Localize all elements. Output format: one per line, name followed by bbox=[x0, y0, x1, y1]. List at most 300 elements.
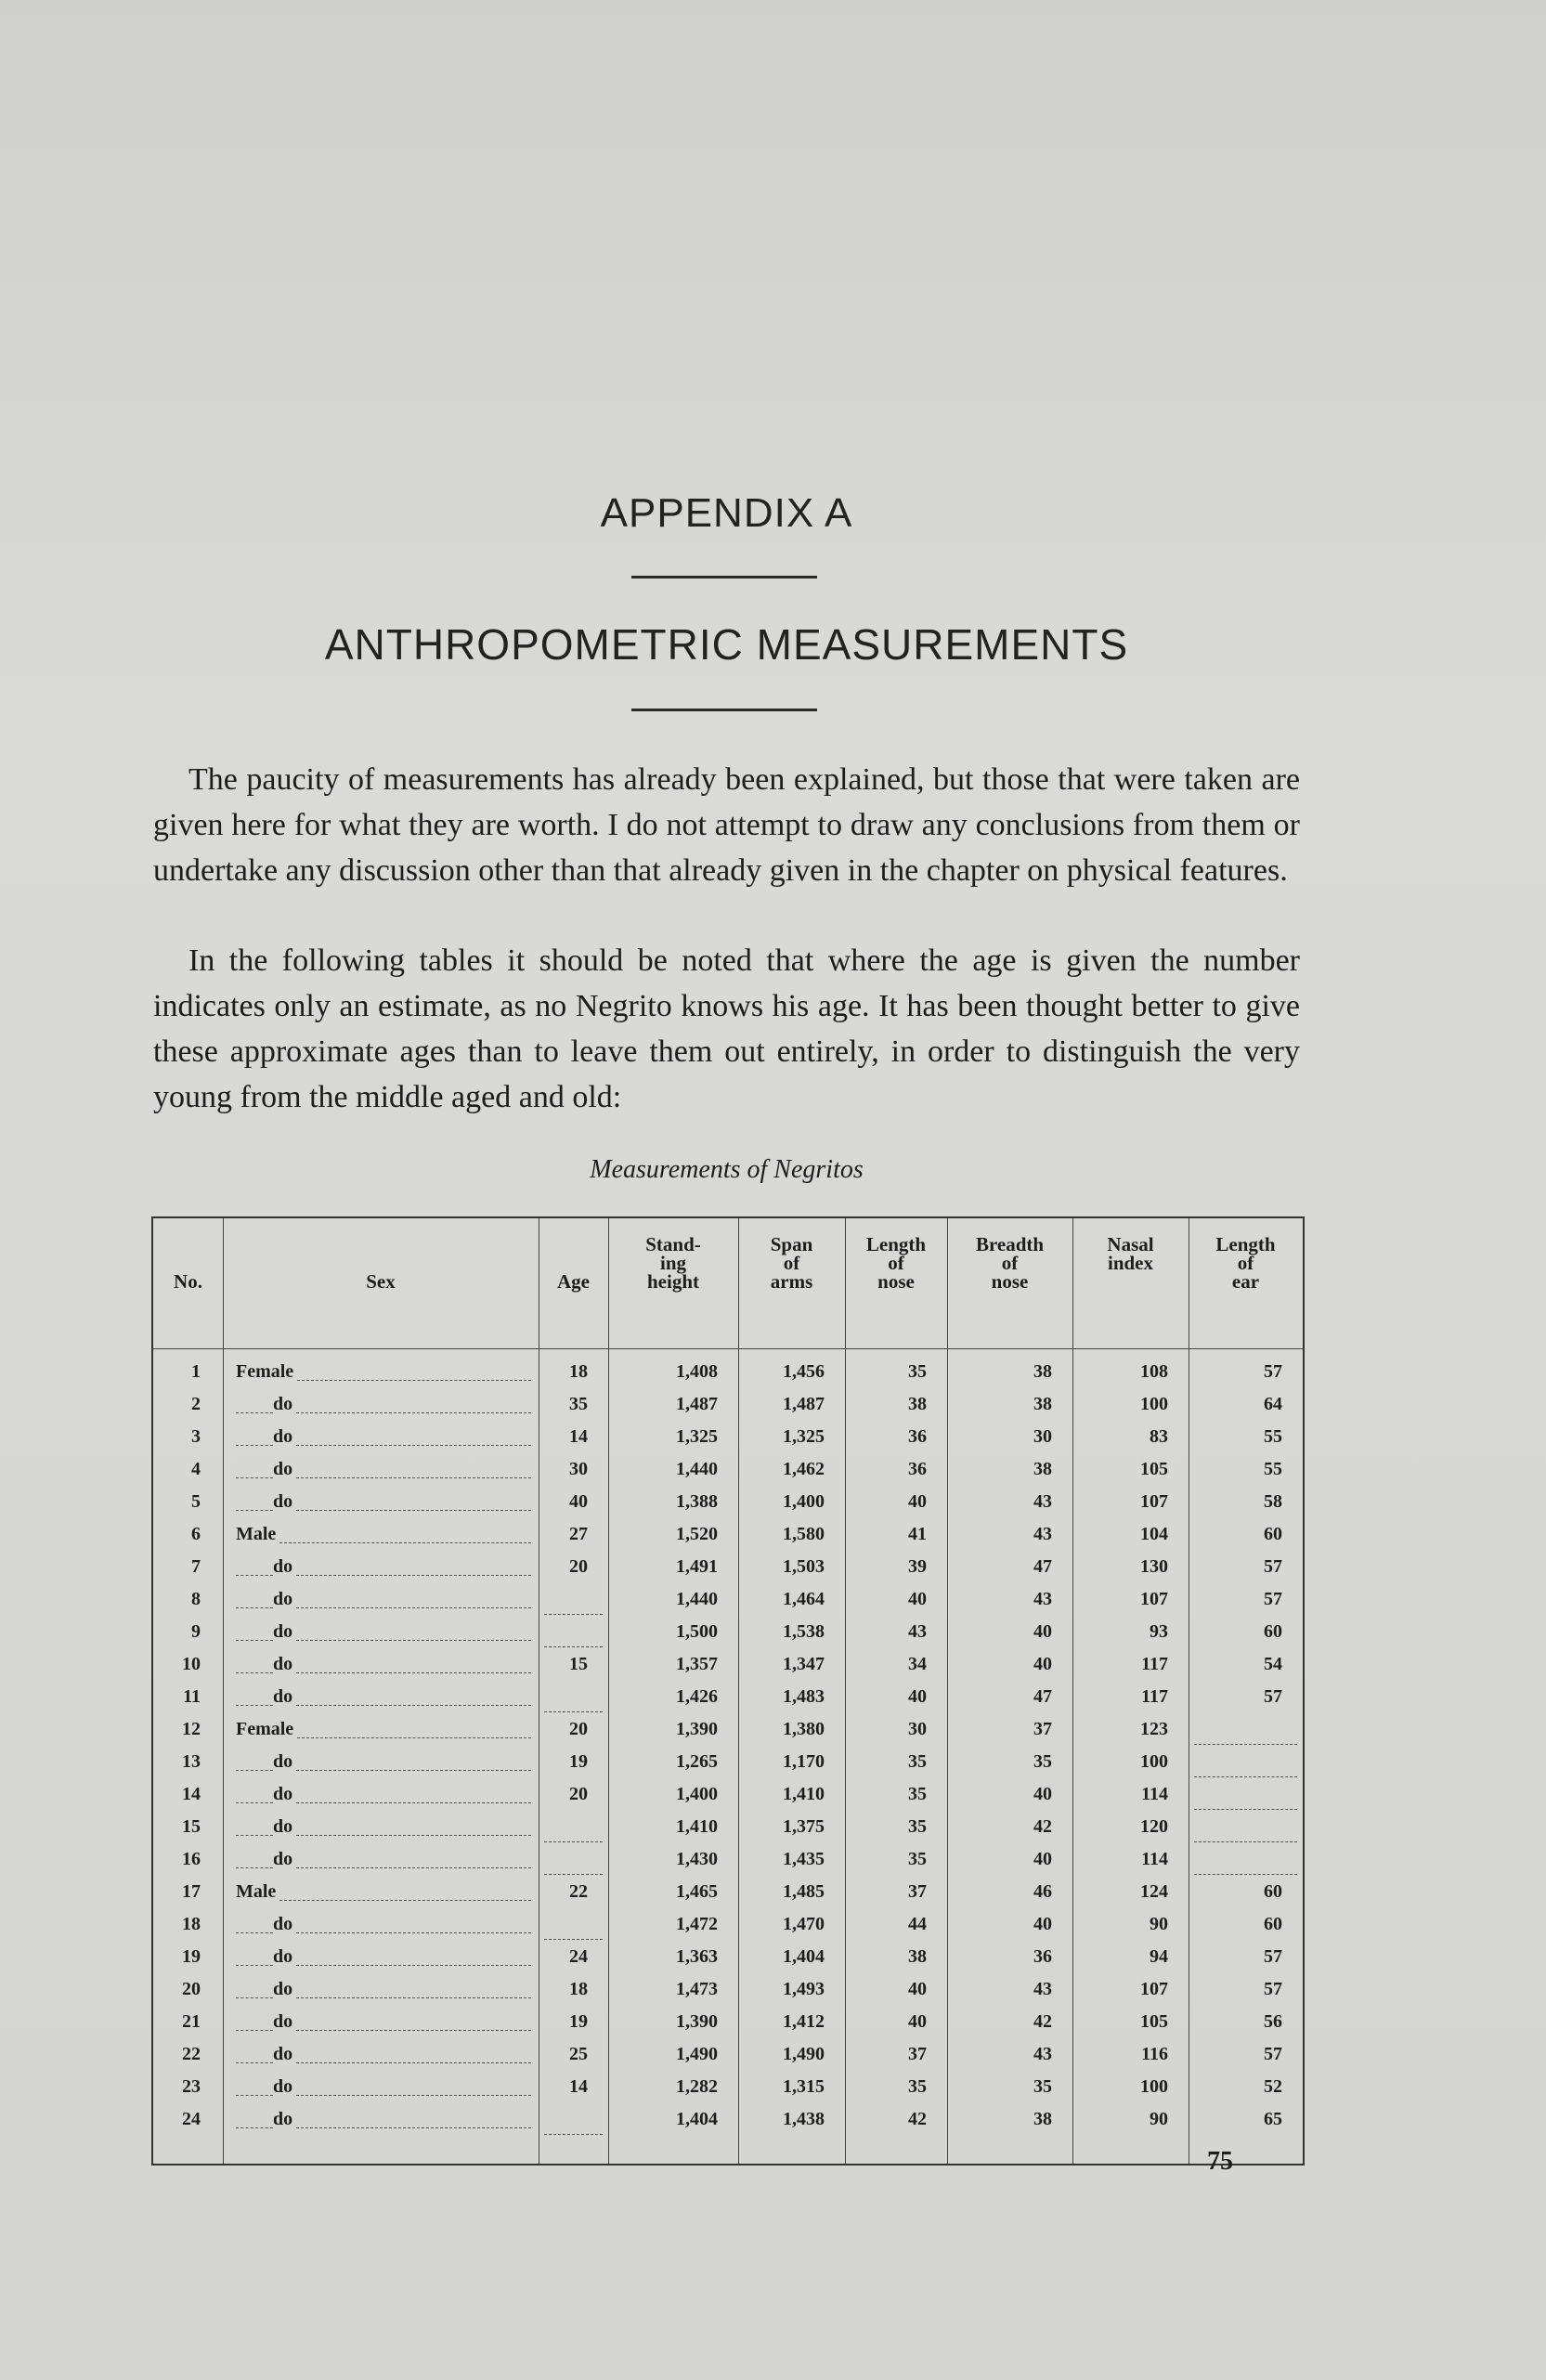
page-number: 75 bbox=[1207, 2147, 1233, 2176]
cell-length-of-ear: 60 bbox=[1264, 1524, 1282, 1544]
blank-leader bbox=[1194, 1857, 1297, 1875]
cell-standing-height: 1,430 bbox=[676, 1849, 718, 1869]
dotted-leader bbox=[296, 2013, 531, 2031]
cell-standing-height: 1,390 bbox=[676, 2011, 718, 2032]
blank-leader bbox=[544, 1695, 603, 1712]
sex-value: do bbox=[273, 2109, 293, 2129]
cell-no: 6 bbox=[191, 1524, 201, 1544]
sex-value: do bbox=[273, 1849, 293, 1869]
table-row bbox=[153, 1973, 1303, 2005]
cell-nasal-index: 117 bbox=[1141, 1654, 1168, 1674]
sex-value: do bbox=[273, 1621, 293, 1642]
cell-span-of-arms: 1,487 bbox=[783, 1394, 825, 1414]
cell-standing-height: 1,465 bbox=[676, 1881, 718, 1902]
sex-value: do bbox=[273, 1979, 293, 1999]
dotted-leader bbox=[236, 1851, 273, 1868]
cell-nasal-index: 107 bbox=[1140, 1491, 1168, 1512]
table-row bbox=[153, 1551, 1303, 1582]
header-length-of-ear: Length of ear bbox=[1215, 1233, 1276, 1293]
cell-no: 12 bbox=[182, 1719, 201, 1739]
cell-standing-height: 1,388 bbox=[676, 1491, 718, 1512]
cell-age: 27 bbox=[569, 1524, 588, 1544]
cell-no: 11 bbox=[183, 1686, 201, 1707]
cell-length-of-nose: 35 bbox=[908, 1784, 927, 1804]
cell-sex bbox=[236, 1518, 531, 1550]
cell-breadth-of-nose: 30 bbox=[1033, 1426, 1052, 1447]
blank-leader bbox=[1194, 1825, 1297, 1842]
dotted-leader bbox=[296, 1623, 531, 1641]
cell-breadth-of-nose: 40 bbox=[1033, 1849, 1052, 1869]
dotted-leader bbox=[236, 2111, 273, 2128]
cell-standing-height: 1,265 bbox=[676, 1751, 718, 1772]
cell-age: 18 bbox=[569, 1979, 588, 1999]
cell-standing-height: 1,404 bbox=[676, 2109, 718, 2129]
cell-length-of-nose: 39 bbox=[908, 1556, 927, 1577]
header-length-of-nose: Length of nose bbox=[865, 1233, 927, 1293]
cell-nasal-index: 124 bbox=[1140, 1881, 1168, 1902]
dotted-leader bbox=[236, 1688, 273, 1706]
table-row bbox=[153, 1453, 1303, 1485]
dotted-leader bbox=[236, 1461, 273, 1478]
header-age: Age bbox=[557, 1270, 590, 1293]
cell-length-of-nose: 38 bbox=[908, 1394, 927, 1414]
cell-breadth-of-nose: 38 bbox=[1033, 1361, 1052, 1382]
sex-value: do bbox=[273, 1686, 293, 1707]
dotted-leader bbox=[236, 2046, 273, 2063]
cell-standing-height: 1,440 bbox=[676, 1589, 718, 1609]
cell-breadth-of-nose: 43 bbox=[1033, 2044, 1052, 2064]
blank-leader bbox=[544, 1597, 603, 1615]
cell-standing-height: 1,357 bbox=[676, 1654, 718, 1674]
cell-length-of-nose: 37 bbox=[908, 1881, 927, 1902]
cell-sex bbox=[236, 1876, 531, 1907]
table-row bbox=[153, 1681, 1303, 1712]
dotted-leader bbox=[296, 1688, 531, 1706]
sex-value: do bbox=[273, 1654, 293, 1674]
cell-nasal-index: 105 bbox=[1140, 1459, 1168, 1479]
dotted-leader bbox=[236, 1428, 273, 1446]
cell-age: 35 bbox=[569, 1394, 588, 1414]
sex-value: do bbox=[273, 1556, 293, 1577]
header-span-of-arms: Span of arms bbox=[770, 1233, 813, 1293]
dotted-leader bbox=[236, 1818, 273, 1836]
cell-span-of-arms: 1,493 bbox=[783, 1979, 825, 1999]
dotted-leader bbox=[236, 1786, 273, 1803]
cell-age: 20 bbox=[569, 1556, 588, 1577]
dotted-leader bbox=[296, 1786, 531, 1803]
cell-age: 14 bbox=[569, 1426, 588, 1447]
cell-no: 23 bbox=[182, 2076, 201, 2097]
dotted-leader bbox=[296, 1851, 531, 1868]
cell-length-of-nose: 43 bbox=[908, 1621, 927, 1642]
cell-no: 2 bbox=[191, 1394, 201, 1414]
cell-age bbox=[544, 1908, 603, 1940]
sex-value: do bbox=[273, 1459, 293, 1479]
dotted-leader bbox=[296, 2046, 531, 2063]
cell-standing-height: 1,400 bbox=[676, 1784, 718, 1804]
cell-sex bbox=[236, 2006, 531, 2037]
cell-age: 20 bbox=[569, 1719, 588, 1739]
table-row bbox=[153, 1843, 1303, 1875]
cell-span-of-arms: 1,462 bbox=[783, 1459, 825, 1479]
cell-sex bbox=[236, 1583, 531, 1615]
cell-standing-height: 1,363 bbox=[676, 1946, 718, 1967]
sex-value: do bbox=[273, 1426, 293, 1447]
dotted-leader bbox=[296, 1981, 531, 1998]
cell-nasal-index: 93 bbox=[1150, 1621, 1168, 1642]
cell-length-of-nose: 40 bbox=[908, 1491, 927, 1512]
cell-length-of-nose: 35 bbox=[908, 1751, 927, 1772]
cell-no: 16 bbox=[182, 1849, 201, 1869]
cell-span-of-arms: 1,412 bbox=[783, 2011, 825, 2032]
dotted-leader bbox=[296, 1948, 531, 1966]
table-row bbox=[153, 1941, 1303, 1972]
cell-no: 24 bbox=[182, 2109, 201, 2129]
cell-length-of-ear: 60 bbox=[1264, 1914, 1282, 1934]
dotted-leader bbox=[236, 1396, 273, 1413]
header-breadth-of-nose: Breadth of nose bbox=[975, 1233, 1045, 1293]
cell-span-of-arms: 1,538 bbox=[783, 1621, 825, 1642]
dotted-leader bbox=[296, 1753, 531, 1771]
table-row bbox=[153, 2103, 1303, 2135]
cell-nasal-index: 100 bbox=[1140, 2076, 1168, 2097]
table-row bbox=[153, 1486, 1303, 1517]
cell-length-of-ear: 57 bbox=[1264, 1686, 1282, 1707]
cell-breadth-of-nose: 37 bbox=[1033, 1719, 1052, 1739]
sex-value: Male bbox=[236, 1881, 277, 1902]
cell-length-of-ear: 57 bbox=[1264, 1556, 1282, 1577]
cell-standing-height: 1,472 bbox=[676, 1914, 718, 1934]
cell-breadth-of-nose: 42 bbox=[1033, 1816, 1052, 1837]
cell-age: 24 bbox=[569, 1946, 588, 1967]
cell-breadth-of-nose: 47 bbox=[1033, 1686, 1052, 1707]
cell-span-of-arms: 1,410 bbox=[783, 1784, 825, 1804]
cell-span-of-arms: 1,400 bbox=[783, 1491, 825, 1512]
cell-length-of-nose: 42 bbox=[908, 2109, 927, 2129]
cell-breadth-of-nose: 36 bbox=[1033, 1946, 1052, 1967]
cell-breadth-of-nose: 46 bbox=[1033, 1881, 1052, 1902]
dotted-leader bbox=[296, 1493, 531, 1511]
cell-length-of-ear bbox=[1194, 1746, 1297, 1777]
sex-value: do bbox=[273, 1914, 293, 1934]
cell-span-of-arms: 1,503 bbox=[783, 1556, 825, 1577]
cell-age bbox=[544, 1616, 603, 1647]
table-row bbox=[153, 1908, 1303, 1940]
cell-span-of-arms: 1,438 bbox=[783, 2109, 825, 2129]
cell-breadth-of-nose: 38 bbox=[1033, 1394, 1052, 1414]
blank-leader bbox=[1194, 1792, 1297, 1810]
cell-span-of-arms: 1,483 bbox=[783, 1686, 825, 1707]
cell-length-of-nose: 35 bbox=[908, 1361, 927, 1382]
cell-standing-height: 1,487 bbox=[676, 1394, 718, 1414]
table-row bbox=[153, 1616, 1303, 1647]
table-row bbox=[153, 1648, 1303, 1680]
cell-length-of-ear: 65 bbox=[1264, 2109, 1282, 2129]
cell-no: 10 bbox=[182, 1654, 201, 1674]
cell-nasal-index: 120 bbox=[1140, 1816, 1168, 1837]
cell-age bbox=[544, 2103, 603, 2135]
blank-leader bbox=[544, 1630, 603, 1647]
cell-length-of-nose: 35 bbox=[908, 1849, 927, 1869]
table-row bbox=[153, 1713, 1303, 1745]
cell-sex bbox=[236, 1811, 531, 1842]
cell-age: 22 bbox=[569, 1881, 588, 1902]
cell-sex bbox=[236, 2038, 531, 2070]
sex-value: do bbox=[273, 2044, 293, 2064]
cell-span-of-arms: 1,580 bbox=[783, 1524, 825, 1544]
blank-leader bbox=[1194, 1727, 1297, 1745]
cell-span-of-arms: 1,456 bbox=[783, 1361, 825, 1382]
cell-no: 13 bbox=[182, 1751, 201, 1772]
cell-nasal-index: 114 bbox=[1141, 1784, 1168, 1804]
cell-standing-height: 1,282 bbox=[676, 2076, 718, 2097]
table-row bbox=[153, 1421, 1303, 1452]
dotted-leader bbox=[296, 1916, 531, 1933]
cell-length-of-nose: 41 bbox=[908, 1524, 927, 1544]
cell-breadth-of-nose: 42 bbox=[1033, 2011, 1052, 2032]
cell-standing-height: 1,491 bbox=[676, 1556, 718, 1577]
cell-breadth-of-nose: 43 bbox=[1033, 1524, 1052, 1544]
cell-length-of-nose: 40 bbox=[908, 2011, 927, 2032]
blank-leader bbox=[1194, 1760, 1297, 1777]
cell-sex bbox=[236, 1421, 531, 1452]
cell-nasal-index: 94 bbox=[1150, 1946, 1168, 1967]
cell-sex bbox=[236, 1908, 531, 1940]
cell-age bbox=[544, 1681, 603, 1712]
cell-age: 18 bbox=[569, 1361, 588, 1382]
sex-value: Female bbox=[236, 1719, 294, 1739]
dotted-leader bbox=[296, 1656, 531, 1673]
cell-nasal-index: 100 bbox=[1140, 1394, 1168, 1414]
cell-sex bbox=[236, 1778, 531, 1810]
dotted-leader bbox=[296, 1428, 531, 1446]
cell-span-of-arms: 1,470 bbox=[783, 1914, 825, 1934]
header-nasal-index: Nasal index bbox=[1107, 1233, 1154, 1274]
dotted-leader bbox=[296, 2078, 531, 2096]
intro-paragraph: The paucity of measurements has already been explained, but those that were taken are given here for what they are worth. I do not attempt to draw any conclusions from them or undertake any discussion other than that already given in the chapter on physical features. bbox=[153, 762, 1300, 888]
cell-span-of-arms: 1,347 bbox=[783, 1654, 825, 1674]
table-row bbox=[153, 1876, 1303, 1907]
cell-standing-height: 1,410 bbox=[676, 1816, 718, 1837]
cell-nasal-index: 107 bbox=[1140, 1979, 1168, 1999]
table-row bbox=[153, 1518, 1303, 1550]
cell-span-of-arms: 1,325 bbox=[783, 1426, 825, 1447]
sex-value: do bbox=[273, 2076, 293, 2097]
cell-length-of-ear: 60 bbox=[1264, 1621, 1282, 1642]
cell-span-of-arms: 1,375 bbox=[783, 1816, 825, 1837]
cell-breadth-of-nose: 40 bbox=[1033, 1914, 1052, 1934]
cell-length-of-ear: 54 bbox=[1264, 1654, 1282, 1674]
cell-age: 30 bbox=[569, 1459, 588, 1479]
dotted-leader bbox=[296, 1461, 531, 1478]
cell-sex bbox=[236, 1486, 531, 1517]
cell-sex bbox=[236, 1356, 531, 1387]
dotted-leader bbox=[236, 1753, 273, 1771]
cell-nasal-index: 100 bbox=[1140, 1751, 1168, 1772]
sex-value: do bbox=[273, 2011, 293, 2032]
cell-length-of-ear: 64 bbox=[1264, 1394, 1282, 1414]
dotted-leader bbox=[236, 1916, 273, 1933]
cell-nasal-index: 114 bbox=[1141, 1849, 1168, 1869]
cell-length-of-ear: 57 bbox=[1264, 1361, 1282, 1382]
cell-standing-height: 1,408 bbox=[676, 1361, 718, 1382]
cell-no: 22 bbox=[182, 2044, 201, 2064]
cell-span-of-arms: 1,315 bbox=[783, 2076, 825, 2097]
cell-length-of-nose: 35 bbox=[908, 2076, 927, 2097]
dotted-leader bbox=[236, 2078, 273, 2096]
dotted-leader bbox=[236, 1558, 273, 1576]
cell-no: 3 bbox=[191, 1426, 201, 1447]
table-row bbox=[153, 1746, 1303, 1777]
dotted-leader bbox=[236, 1948, 273, 1966]
table-row bbox=[153, 1356, 1303, 1387]
table-row bbox=[153, 1778, 1303, 1810]
cell-breadth-of-nose: 40 bbox=[1033, 1784, 1052, 1804]
cell-sex bbox=[236, 1941, 531, 1972]
dotted-leader bbox=[296, 1558, 531, 1576]
cell-standing-height: 1,490 bbox=[676, 2044, 718, 2064]
table-row bbox=[153, 2071, 1303, 2102]
cell-nasal-index: 108 bbox=[1140, 1361, 1168, 1382]
cell-standing-height: 1,426 bbox=[676, 1686, 718, 1707]
dotted-leader bbox=[236, 1591, 273, 1608]
sex-value: do bbox=[273, 1946, 293, 1967]
cell-age: 14 bbox=[569, 2076, 588, 2097]
blank-leader bbox=[544, 1922, 603, 1940]
cell-sex bbox=[236, 1746, 531, 1777]
cell-no: 1 bbox=[191, 1361, 201, 1382]
cell-nasal-index: 117 bbox=[1141, 1686, 1168, 1707]
cell-length-of-nose: 44 bbox=[908, 1914, 927, 1934]
cell-nasal-index: 90 bbox=[1150, 2109, 1168, 2129]
cell-breadth-of-nose: 38 bbox=[1033, 1459, 1052, 1479]
cell-sex bbox=[236, 1388, 531, 1420]
dotted-leader bbox=[279, 1883, 531, 1901]
table-row bbox=[153, 2038, 1303, 2070]
sex-value: do bbox=[273, 1589, 293, 1609]
blank-leader bbox=[544, 2117, 603, 2135]
cell-span-of-arms: 1,380 bbox=[783, 1719, 825, 1739]
dotted-leader bbox=[279, 1526, 531, 1543]
dotted-leader bbox=[297, 1363, 531, 1381]
cell-age bbox=[544, 1811, 603, 1842]
cell-breadth-of-nose: 47 bbox=[1033, 1556, 1052, 1577]
cell-length-of-ear: 56 bbox=[1264, 2011, 1282, 2032]
cell-sex bbox=[236, 1648, 531, 1680]
cell-standing-height: 1,473 bbox=[676, 1979, 718, 1999]
cell-no: 18 bbox=[182, 1914, 201, 1934]
cell-length-of-ear: 57 bbox=[1264, 1979, 1282, 1999]
note-paragraph: In the following tables it should be noted that where the age is given the number indicates only an estimate, as no Negrito knows his age. It has been thought better to give these approximate ages than to leave them out entirely, in order to distinguish the very young from the middle aged and old: bbox=[153, 943, 1300, 1114]
cell-length-of-nose: 30 bbox=[908, 1719, 927, 1739]
cell-length-of-ear bbox=[1194, 1778, 1297, 1810]
cell-nasal-index: 130 bbox=[1140, 1556, 1168, 1577]
cell-breadth-of-nose: 35 bbox=[1033, 1751, 1052, 1772]
cell-length-of-nose: 38 bbox=[908, 1946, 927, 1967]
dotted-leader bbox=[236, 1656, 273, 1673]
dotted-leader bbox=[296, 1818, 531, 1836]
header-standing-height: Stand- ing height bbox=[645, 1233, 701, 1293]
cell-breadth-of-nose: 35 bbox=[1033, 2076, 1052, 2097]
blank-leader bbox=[544, 1825, 603, 1842]
cell-sex bbox=[236, 1681, 531, 1712]
cell-no: 7 bbox=[191, 1556, 201, 1577]
sex-value: do bbox=[273, 1751, 293, 1772]
page-title: ANTHROPOMETRIC MEASUREMENTS bbox=[324, 620, 1129, 669]
cell-standing-height: 1,520 bbox=[676, 1524, 718, 1544]
cell-length-of-nose: 36 bbox=[908, 1426, 927, 1447]
cell-length-of-ear: 55 bbox=[1264, 1459, 1282, 1479]
cell-nasal-index: 104 bbox=[1140, 1524, 1168, 1544]
cell-length-of-ear: 57 bbox=[1264, 1589, 1282, 1609]
header-sex: Sex bbox=[366, 1270, 396, 1293]
cell-length-of-nose: 40 bbox=[908, 1686, 927, 1707]
cell-length-of-ear: 60 bbox=[1264, 1881, 1282, 1902]
cell-sex bbox=[236, 1713, 531, 1745]
cell-length-of-nose: 36 bbox=[908, 1459, 927, 1479]
cell-length-of-nose: 40 bbox=[908, 1979, 927, 1999]
cell-age bbox=[544, 1843, 603, 1875]
sex-value: do bbox=[273, 1816, 293, 1837]
cell-sex bbox=[236, 1551, 531, 1582]
dotted-leader bbox=[236, 1981, 273, 1998]
cell-no: 15 bbox=[182, 1816, 201, 1837]
cell-standing-height: 1,440 bbox=[676, 1459, 718, 1479]
cell-age: 15 bbox=[569, 1654, 588, 1674]
cell-no: 9 bbox=[191, 1621, 201, 1642]
table-row bbox=[153, 1811, 1303, 1842]
sex-value: do bbox=[273, 1491, 293, 1512]
cell-no: 20 bbox=[182, 1979, 201, 1999]
cell-length-of-ear bbox=[1194, 1713, 1297, 1745]
cell-age bbox=[544, 1583, 603, 1615]
blank-leader bbox=[544, 1857, 603, 1875]
dotted-leader bbox=[236, 2013, 273, 2031]
cell-breadth-of-nose: 43 bbox=[1033, 1979, 1052, 1999]
cell-breadth-of-nose: 40 bbox=[1033, 1654, 1052, 1674]
cell-length-of-ear: 55 bbox=[1264, 1426, 1282, 1447]
cell-nasal-index: 105 bbox=[1140, 2011, 1168, 2032]
cell-length-of-ear: 52 bbox=[1264, 2076, 1282, 2097]
cell-standing-height: 1,390 bbox=[676, 1719, 718, 1739]
table-caption: Measurements of Negritos bbox=[590, 1155, 864, 1184]
cell-age: 19 bbox=[569, 1751, 588, 1772]
table-row bbox=[153, 1583, 1303, 1615]
cell-span-of-arms: 1,435 bbox=[783, 1849, 825, 1869]
dotted-leader bbox=[296, 1591, 531, 1608]
cell-span-of-arms: 1,464 bbox=[783, 1589, 825, 1609]
dotted-leader bbox=[296, 1396, 531, 1413]
cell-length-of-ear: 58 bbox=[1264, 1491, 1282, 1512]
cell-sex bbox=[236, 1616, 531, 1647]
cell-sex bbox=[236, 1973, 531, 2005]
cell-age: 25 bbox=[569, 2044, 588, 2064]
dotted-leader bbox=[296, 2111, 531, 2128]
cell-breadth-of-nose: 40 bbox=[1033, 1621, 1052, 1642]
cell-age: 40 bbox=[569, 1491, 588, 1512]
cell-breadth-of-nose: 43 bbox=[1033, 1589, 1052, 1609]
header-no: No. bbox=[174, 1270, 202, 1293]
cell-sex bbox=[236, 1843, 531, 1875]
cell-span-of-arms: 1,404 bbox=[783, 1946, 825, 1967]
cell-sex bbox=[236, 2103, 531, 2135]
sex-value: do bbox=[273, 1784, 293, 1804]
cell-sex bbox=[236, 1453, 531, 1485]
cell-no: 14 bbox=[182, 1784, 201, 1804]
cell-no: 8 bbox=[191, 1589, 201, 1609]
title-rule-top bbox=[631, 576, 817, 579]
cell-length-of-ear bbox=[1194, 1811, 1297, 1842]
